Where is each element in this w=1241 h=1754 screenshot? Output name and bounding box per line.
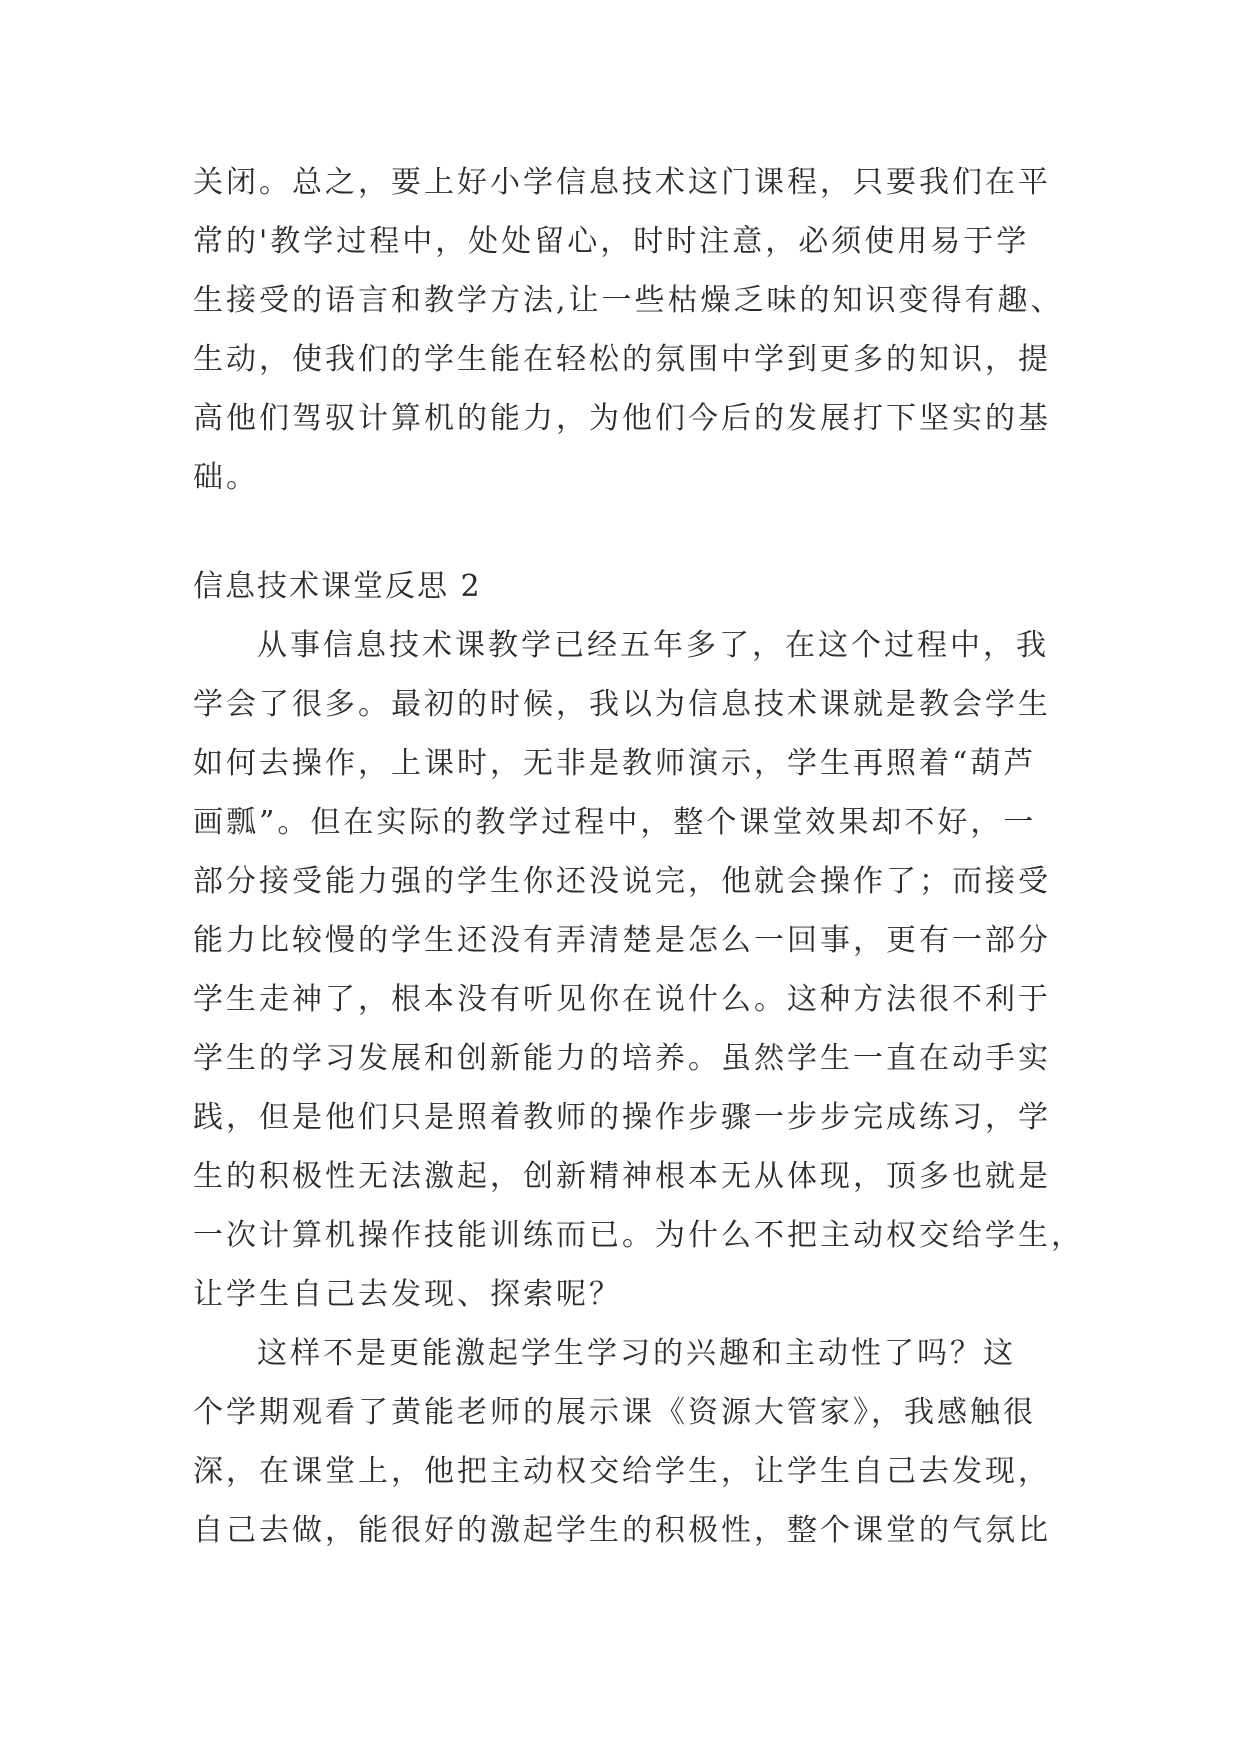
paragraph2-line-1: 从事信息技术课教学已经五年多了，在这个过程中，我 (257, 628, 1049, 663)
paragraph2-line-4: 画瓢”。但在实际的教学过程中，整个课堂效果却不好，一 (193, 805, 1037, 840)
paragraph2-line-6: 能力比较慢的学生还没有弄清楚是怎么一回事，更有一部分 (193, 923, 1051, 958)
paragraph2-line-11: 一次计算机操作技能训练而已。为什么不把主动权交给学生， (193, 1218, 1084, 1253)
paragraph3-line-2: 个学期观看了黄能老师的展示课《资源大管家》，我感触很 (193, 1395, 1036, 1430)
paragraph2-line-8: 学生的学习发展和创新能力的培养。虽然学生一直在动手实 (193, 1041, 1051, 1076)
paragraph2-line-7: 学生走神了，根本没有听见你在说什么。这种方法很不利于 (193, 982, 1051, 1017)
paragraph2-line-3: 如何去操作，上课时，无非是教师演示，学生再照着“葫芦 (193, 746, 1037, 781)
paragraph1-line-5: 高他们驾驭计算机的能力，为他们今后的发展打下坚实的基 (193, 401, 1051, 436)
paragraph3-line-4: 自己去做，能很好的激起学生的积极性，整个课堂的气氛比 (193, 1513, 1051, 1548)
paragraph2-line-5: 部分接受能力强的学生你还没说完，他就会操作了；而接受 (193, 864, 1051, 899)
section-title: 信息技术课堂反思 2 (193, 569, 482, 604)
paragraph2-line-10: 生的积极性无法激起，创新精神根本无从体现，顶多也就是 (193, 1159, 1051, 1194)
paragraph3-line-1: 这样不是更能激起学生学习的兴趣和主动性了吗？这 (257, 1336, 1016, 1371)
paragraph1-line-1: 关闭。总之，要上好小学信息技术这门课程，只要我们在平 (193, 165, 1051, 200)
paragraph1-line-2: 常的'教学过程中，处处留心，时时注意，必须使用易于学 (193, 224, 1030, 259)
paragraph2-line-9: 践，但是他们只是照着教师的操作步骤一步步完成练习，学 (193, 1100, 1051, 1135)
paragraph2-line-2: 学会了很多。最初的时候，我以为信息技术课就是教会学生 (193, 687, 1051, 722)
paragraph1-line-6: 础。 (193, 460, 259, 495)
paragraph1-line-4: 生动，使我们的学生能在轻松的氛围中学到更多的知识，提 (193, 342, 1051, 377)
paragraph3-line-3: 深，在课堂上，他把主动权交给学生，让学生自己去发现， (193, 1454, 1051, 1489)
paragraph1-line-3: 生接受的语言和教学方法,让一些枯燥乏味的知识变得有趣、 (193, 283, 1064, 318)
paragraph2-line-12: 让学生自己去发现、探索呢？ (193, 1277, 622, 1312)
